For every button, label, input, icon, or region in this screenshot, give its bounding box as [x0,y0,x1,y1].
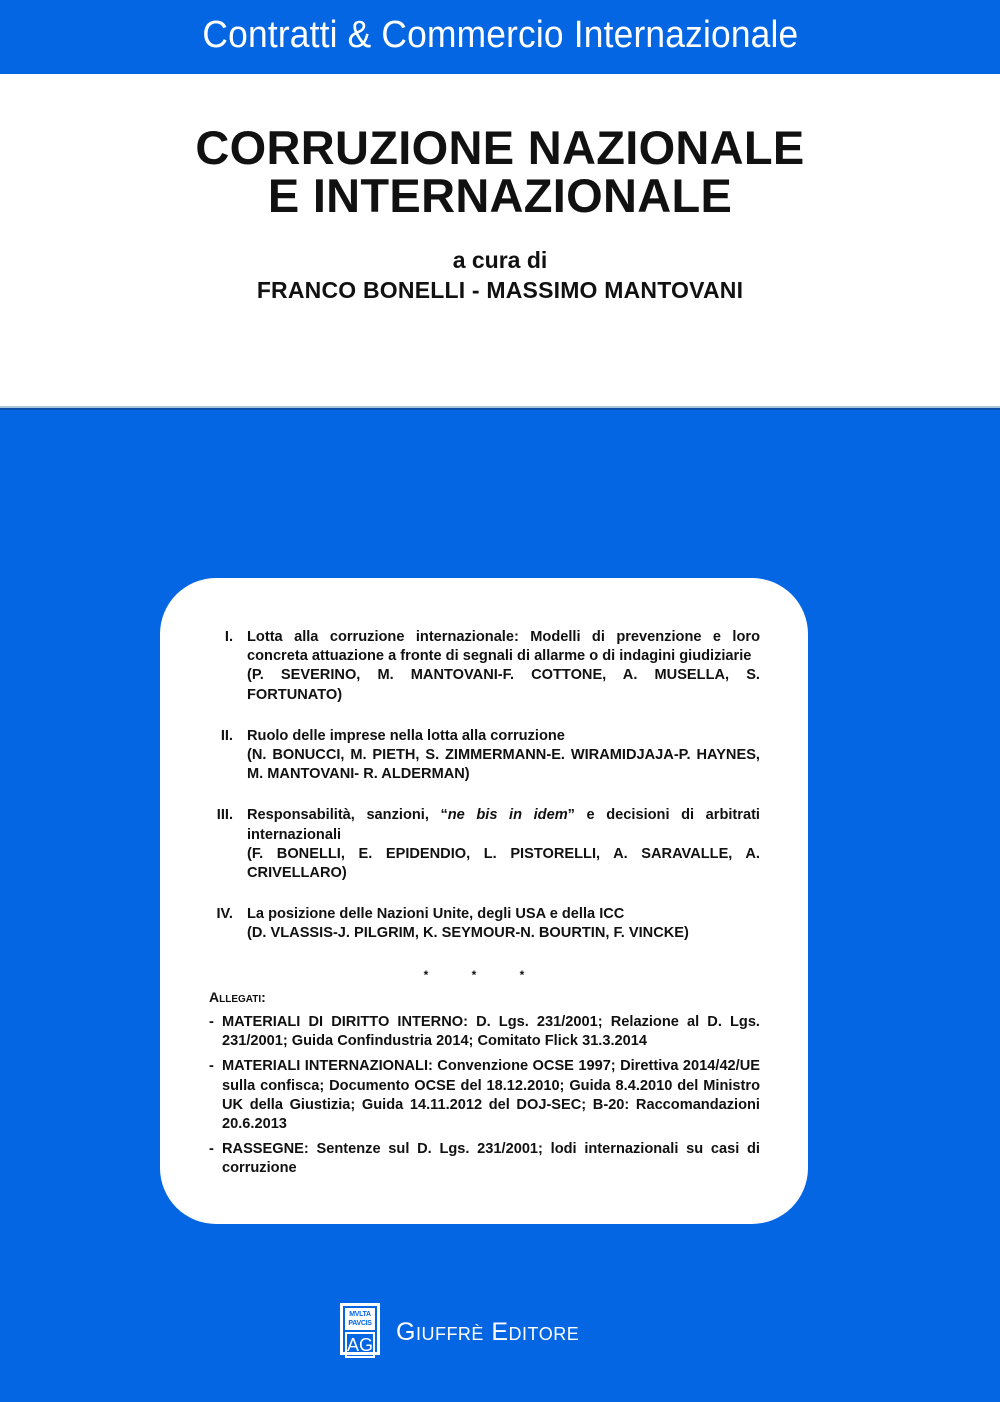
section-number: II. [220,727,233,744]
section-number: IV. [216,906,233,923]
section-title: La posizione delle Nazioni Unite, degli USA e della ICC [247,906,625,923]
logo-initials: AG [345,1332,375,1358]
allegati-text: MATERIALI DI DIRITTO INTERNO: D. Lgs. 231/2001; Relazione al D. Lgs. 231/2001; Guida Confindustria 2014; Comitato Flick 31.3.2014 [222,1014,760,1050]
section-title-start: Responsabilità, sanzioni, “ [247,807,448,824]
allegati-item [209,1013,760,1051]
list-dash: - [209,1141,214,1158]
allegati-item [209,1057,760,1134]
publisher-imprint [340,1303,579,1355]
table-of-contents [208,628,760,966]
section-authors: (D. VLASSIS-J. PILGRIM, K. SEYMOUR-N. BOURTIN, F. VINCKE) [247,925,689,942]
logo-motto: MVLTA PAVCIS [345,1308,375,1330]
allegati-label: Allegati: [209,989,266,1005]
section-title: Lotta alla corruzione internazionale: Modelli di prevenzione e loro concreta attuazione a fronte di segnali di allarme o di indagini giudiziarie [247,629,760,665]
section-authors: (F. BONELLI, E. EPIDENDIO, L. PISTORELLI, A. SARAVALLE, A. CRIVELLARO) [247,845,760,882]
book-title-line-1: CORRUZIONE NAZIONALE [195,121,805,174]
publisher-logo-icon [340,1303,380,1355]
book-title [0,121,1000,222]
section-authors: (P. SEVERINO, M. MANTOVANI-F. COTTONE, A. MUSELLA, S. FORTUNATO) [247,667,760,703]
editor-label: a cura di [452,247,548,273]
title-area [0,74,1000,408]
allegati-list [209,1013,760,1185]
allegati-item [209,1140,760,1178]
section-title [247,806,760,844]
publisher-name: Giuffrè Editore [396,1317,580,1346]
allegati-text: RASSEGNE: Sentenze sul D. Lgs. 231/2001; lodi internazionali su casi di corruzione [222,1141,760,1177]
toc-section-1 [208,628,760,705]
separator-stars: * * * [423,968,545,982]
section-title-end: ” e decisioni di arbitrati internazionali [247,807,760,843]
book-title-line-2: E INTERNAZIONALE [267,169,733,222]
list-dash: - [209,1014,214,1030]
section-authors: (N. BONUCCI, M. PIETH, S. ZIMMERMANN-E. WIRAMIDJAJA-P. HAYNES, M. MANTOVANI- R. ALDERMAN) [247,747,760,783]
toc-section-3 [208,806,760,883]
series-title: Contratti & Commercio Internazionale [202,13,798,56]
allegati-text: MATERIALI INTERNAZIONALI: Convenzione OCSE 1997; Direttiva 2014/42/UE sulla confisca; Documento OCSE del 18.12.2010; Guida 8.4.2010 del Ministro UK della Giustizia; Guida 14.11.2012 del DOJ-SEC; B-20: Raccomandazioni 20.6.2013 [222,1058,760,1133]
section-number: III. [216,807,233,824]
editors-names: FRANCO BONELLI - MASSIMO MANTOVANI [256,277,744,303]
section-title-italic: ne bis in idem [447,807,568,824]
series-header-band [0,0,1000,74]
toc-section-4 [208,905,760,943]
section-number: I. [224,629,233,645]
toc-section-2 [208,727,760,785]
list-dash: - [209,1058,214,1075]
section-title: Ruolo delle imprese nella lotta alla corruzione [247,727,565,744]
